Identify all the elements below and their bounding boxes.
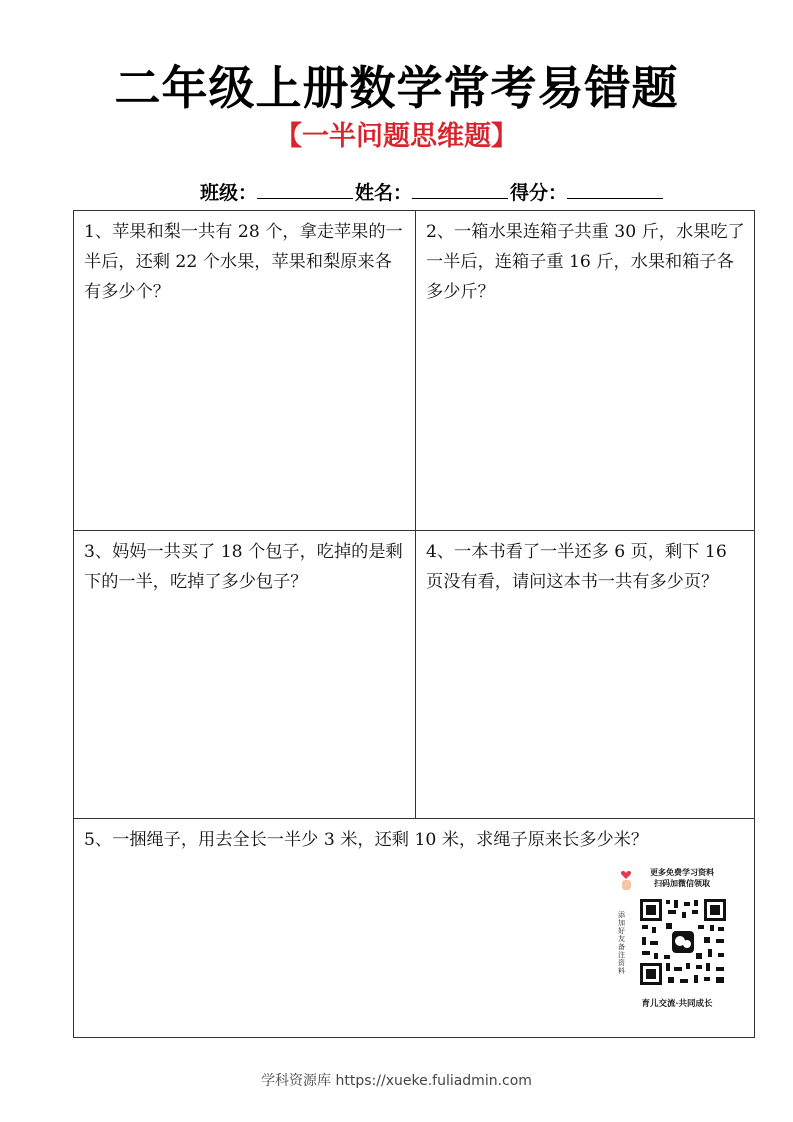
- question-cell-4: [416, 531, 754, 819]
- source-footer[interactable]: 学科资源库 https://xueke.fuliadmin.com: [261, 1073, 532, 1089]
- question-cell-2: [416, 211, 754, 531]
- page-subtitle: 【一半问题思维题】: [275, 121, 518, 152]
- class-label: 班级：: [200, 182, 258, 204]
- qr-heading-line-1: 更多免费学习资料: [650, 867, 714, 877]
- qr-footer-text: 育儿交流·共同成长: [641, 999, 713, 1009]
- qr-side-text: 添加好友备注资料: [618, 911, 625, 975]
- student-info-line: [200, 178, 700, 205]
- question-4-text: 4、一本书看了一半还多 6 页，剩下 16 页没有看，请问这本书一共有多少页？: [426, 542, 727, 592]
- qr-heading-line-2: 扫码加微信领取: [654, 878, 710, 888]
- qr-heading: [630, 867, 734, 895]
- question-cell-1: [74, 211, 416, 531]
- name-blank[interactable]: [412, 180, 508, 199]
- question-2-text: 2、一箱水果连箱子共重 30 斤，水果吃了一半后，连箱子重 16 斤，水果和箱子各多少斤？: [426, 222, 745, 302]
- score-label: 得分：: [510, 182, 568, 204]
- question-1-text: 1、苹果和梨一共有 28 个，拿走苹果的一半后，还剩 22 个水果，苹果和梨原来各有多少个？: [84, 222, 403, 302]
- name-label: 姓名：: [355, 182, 413, 204]
- qr-code-block: [618, 867, 732, 1017]
- question-3-text: 3、妈妈一共买了 18 个包子，吃掉的是剩下的一半，吃掉了多少包子？: [84, 542, 403, 592]
- question-cell-3: [74, 531, 416, 819]
- class-blank[interactable]: [257, 180, 353, 199]
- score-blank[interactable]: [567, 180, 663, 199]
- page-title: 二年级上册数学常考易错题: [114, 61, 679, 115]
- question-5-text: 5、一捆绳子，用去全长一半少 3 米，还剩 10 米，求绳子原来长多少米？: [84, 830, 649, 850]
- qr-code-icon[interactable]: [638, 897, 728, 987]
- question-grid: [73, 210, 755, 1038]
